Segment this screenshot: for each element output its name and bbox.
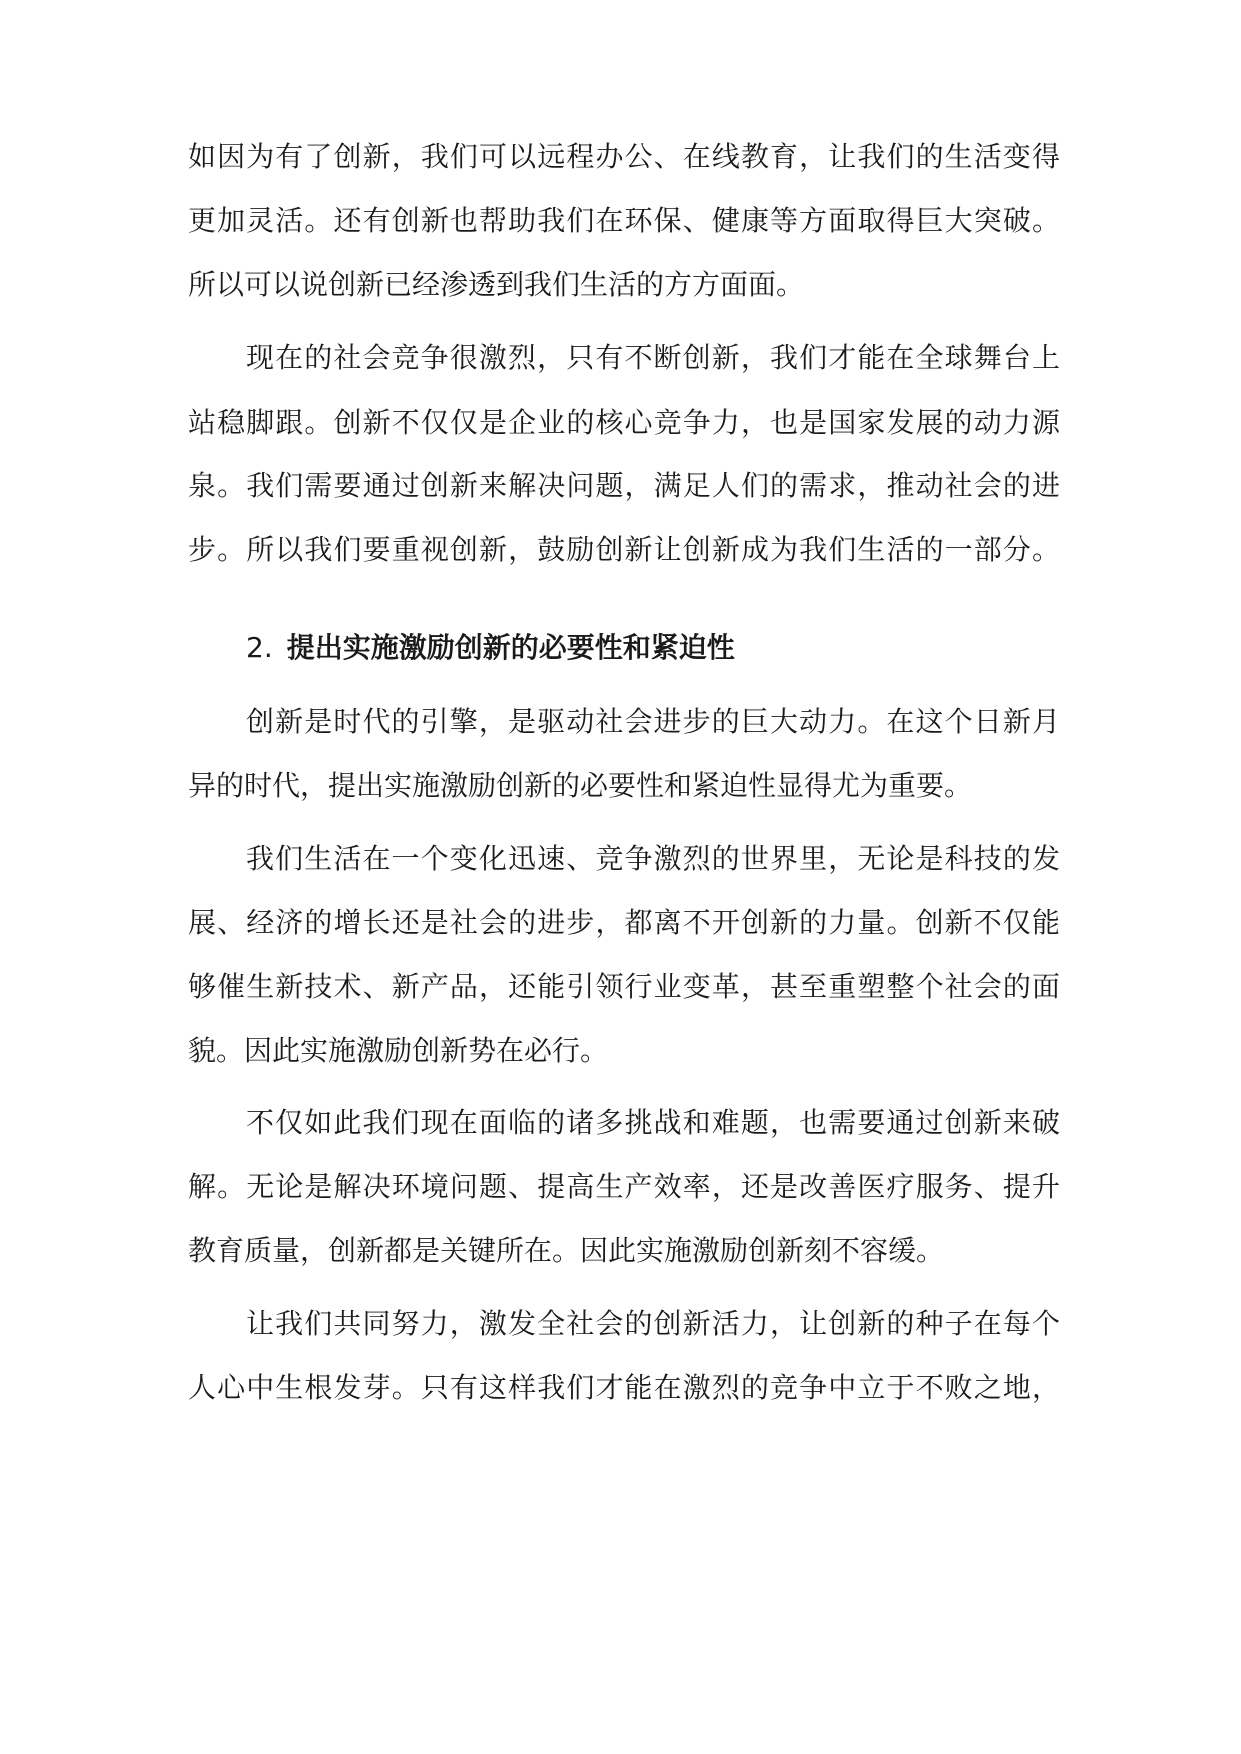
paragraph-line: 解。无论是解决环境问题、提高生产效率，还是改善医疗服务、提升	[188, 1170, 1060, 1203]
paragraph-line: 展、经济的增长还是社会的进步，都离不开创新的力量。创新不仅能	[188, 906, 1060, 939]
paragraph-line: 如因为有了创新，我们可以远程办公、在线教育，让我们的生活变得	[188, 140, 1060, 173]
paragraph-line: 不仅如此我们现在面临的诸多挑战和难题，也需要通过创新来破	[246, 1106, 1060, 1139]
paragraph-line: 创新是时代的引擎，是驱动社会进步的巨大动力。在这个日新月	[246, 705, 1060, 738]
paragraph-line: 貌。因此实施激励创新势在必行。	[188, 1034, 609, 1067]
paragraph-line: 教育质量，创新都是关键所在。因此实施激励创新刻不容缓。	[188, 1234, 945, 1267]
paragraph-line: 我们生活在一个变化迅速、竞争激烈的世界里，无论是科技的发	[246, 842, 1060, 875]
paragraph-line: 够催生新技术、新产品，还能引领行业变革，甚至重塑整个社会的面	[188, 970, 1060, 1003]
paragraph-line: 人心中生根发芽。只有这样我们才能在激烈的竞争中立于不败之地，	[188, 1371, 1060, 1404]
paragraph-line: 所以可以说创新已经渗透到我们生活的方方面面。	[188, 268, 805, 301]
paragraph-line: 站稳脚跟。创新不仅仅是企业的核心竞争力，也是国家发展的动力源	[188, 406, 1060, 439]
section-heading-number: 2.	[246, 631, 273, 664]
paragraph-line: 异的时代，提出实施激励创新的必要性和紧迫性显得尤为重要。	[188, 769, 973, 802]
paragraph-line: 现在的社会竞争很激烈，只有不断创新，我们才能在全球舞台上	[246, 341, 1060, 374]
paragraph-line: 让我们共同努力，激发全社会的创新活力，让创新的种子在每个	[246, 1307, 1060, 1340]
paragraph-line: 更加灵活。还有创新也帮助我们在环保、健康等方面取得巨大突破。	[188, 204, 1060, 237]
section-heading	[246, 628, 735, 668]
section-heading-text: 提出实施激励创新的必要性和紧迫性	[286, 631, 735, 664]
paragraph-line: 泉。我们需要通过创新来解决问题，满足人们的需求，推动社会的进	[188, 469, 1060, 502]
paragraph-line: 步。所以我们要重视创新，鼓励创新让创新成为我们生活的一部分。	[188, 533, 1060, 566]
